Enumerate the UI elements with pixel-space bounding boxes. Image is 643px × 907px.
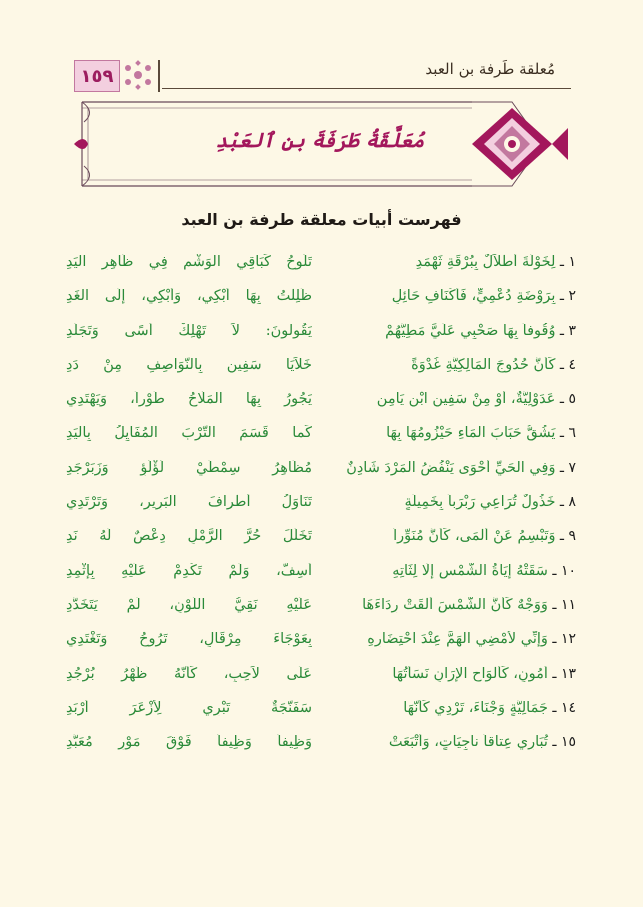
- verse-number: ٢: [568, 288, 576, 305]
- first-hemistich: [344, 666, 576, 682]
- first-hemistich: [344, 700, 576, 716]
- header-rule: [162, 88, 571, 89]
- first-hemistich: [344, 254, 576, 270]
- verse-row: [66, 389, 576, 423]
- verse-row: [66, 252, 576, 286]
- verse-number-dash: ـ: [555, 254, 569, 270]
- verse-number: ٨: [568, 494, 576, 511]
- second-hemistich: مُظَاهِرُ سِمْطَيْ لُؤْلُؤٍ وَزَبَرْجَدِ: [66, 459, 312, 476]
- verse-number: ٩: [568, 528, 576, 545]
- first-hemistich-text: لِخَوْلَةَ أَطْلاَلٌ بِبُرْقَةِ ثَهْمَدِ: [415, 254, 556, 270]
- verse-number-dash: ـ: [547, 562, 561, 579]
- first-hemistich: [344, 425, 576, 441]
- second-hemistich: أُسِفَّ، وَلَمْ تَكْدِمْ عَلَيْهِ بِإِثْمِدِ: [66, 562, 312, 579]
- page-number-box: [74, 60, 120, 92]
- first-hemistich: [344, 494, 576, 510]
- first-hemistich: [344, 357, 576, 373]
- header-divider: [158, 60, 160, 92]
- header-ornament-icon: [120, 60, 156, 90]
- verse-number-dash: ـ: [555, 425, 569, 442]
- first-hemistich-text: وَوَجْهٌ كَأَنَّ الشَّمْسَ أَلْقَتْ رِدَاءَهَا: [362, 596, 548, 613]
- verse-number-dash: ـ: [547, 631, 561, 648]
- second-hemistich: تَلُوحُ كَبَاقِي الوَشْمِ فِي ظَاهِرِ اليَدِ: [66, 254, 312, 270]
- first-hemistich-text: تُبَارِي عِتاقاً ناجِيَاتٍ، وَأَتْبَعَتْ: [388, 734, 548, 751]
- first-hemistich-text: عَدَوْلِيَّةٌ، أَوْ مِنْ سَفِينِ ابْنِ يَامِنٍ: [376, 391, 556, 408]
- second-hemistich: ظَلِلْتُ بِهَا أَبْكِي، وَأُبْكِي، إِلَى الغَدِ: [66, 288, 312, 305]
- second-hemistich: خَلاَيَا سَفِينٍ بِالنَّوَاصِفِ مِنْ دَدِ: [66, 356, 312, 373]
- first-hemistich-text: خَذُولٌ تُرَاعِي رَبْرَباً بِخَمِيلَةٍ: [404, 494, 556, 511]
- verse-row: [66, 355, 576, 389]
- first-hemistich-text: وَتَبْسِمُ عَنْ أَلْمَى، كَأَنَّ مُنَوِّراً: [393, 528, 556, 545]
- second-hemistich: يَجُورُ بِهَا المَلَّاحُ طَوْراً، وَيَهْتَدِي: [66, 391, 312, 408]
- first-hemistich-text: يَشُقُّ حَبَابَ المَاءِ حَيْزُومُهَا بِهَا: [386, 425, 556, 442]
- verse-row: [66, 629, 576, 663]
- verse-row: [66, 561, 576, 595]
- first-hemistich: [344, 734, 576, 750]
- first-hemistich-text: وَفِي الحَيِّ أَحْوَى يَنْفُضُ المَرْدَ شَادِنٌ: [346, 459, 556, 476]
- verse-number-dash: ـ: [555, 322, 569, 339]
- verse-number: ٥: [568, 391, 576, 408]
- verse-row: [66, 526, 576, 560]
- page-number: ١٥٩: [80, 65, 114, 87]
- first-hemistich: [344, 288, 576, 304]
- verse-number-dash: ـ: [547, 665, 561, 682]
- verse-number: ١٥: [560, 734, 576, 751]
- first-hemistich: [344, 528, 576, 544]
- second-hemistich: سَفَنَّجَةٌ تَبْرِي لِأَزْعَرَ أَرْبَدِ: [66, 699, 312, 716]
- first-hemistich-text: سَقَتْهُ إِيَاةُ الشَّمْسِ إِلَّا لِثَاتِهِ: [392, 562, 548, 579]
- verse-number-dash: ـ: [555, 391, 569, 408]
- verse-number: ١: [568, 254, 576, 270]
- second-hemistich: كَما قَسَمَ التُّرْبَ المُفَايِلُ بِاليَدِ: [66, 425, 312, 442]
- verse-row: [66, 286, 576, 320]
- first-hemistich: [344, 460, 576, 476]
- first-hemistich: [344, 391, 576, 407]
- verse-row: [66, 423, 576, 457]
- first-hemistich-text: أَمُونٍ، كَأَلْوَاحِ الإِرَانِ نَسَأْتُهَا: [392, 665, 548, 682]
- verse-number-dash: ـ: [547, 699, 561, 716]
- verse-number: ١٢: [560, 631, 576, 648]
- poem-title: مُعَلَّقَةُ طَرَفَةَ بنِ ٱلعَبْدِ: [215, 128, 425, 152]
- first-hemistich-text: وَإِنِّي لأُمْضِي الهَمَّ عِنْدَ احْتِضَارِهِ: [367, 631, 548, 648]
- verse-number-dash: ـ: [547, 596, 561, 613]
- running-title: مُعلقة طَرفة بن العبد: [425, 60, 555, 78]
- second-hemistich: عَلَيْهِ نَقِيُّ اللَّوْنِ، لَمْ يَتَخَدَّدِ: [66, 596, 312, 613]
- first-hemistich: [344, 631, 576, 647]
- verse-row: [66, 664, 576, 698]
- second-hemistich: يَقُولونَ: لاَ تَهْلِكْ أَسًى وَتَجَلَّدِ: [66, 322, 312, 339]
- first-hemistich-text: جَمَالِيَّةٍ وَجْنَاءَ، تَرْدِي كَأَنَّهَا: [403, 699, 548, 716]
- first-hemistich: [344, 597, 576, 613]
- second-hemistich: وَظِيفاً وَظِيفاً فَوْقَ مَوْرٍ مُعَبَّدِ: [66, 734, 312, 751]
- verse-number-dash: ـ: [555, 494, 569, 511]
- first-hemistich-text: كَأَنَّ حُدُوجَ المَالِكِيَّةِ غُدْوَةً: [411, 356, 556, 373]
- verse-number: ٣: [568, 322, 576, 339]
- verse-row: [66, 698, 576, 732]
- verse-number-dash: ـ: [555, 459, 569, 476]
- verse-number-dash: ـ: [555, 528, 569, 545]
- verse-number: ١٤: [560, 699, 576, 716]
- verse-number: ٦: [568, 425, 576, 442]
- second-hemistich: عَلَى لاَحِبٍ، كَأَنَّهُ ظَهْرُ بُرْجُدِ: [66, 665, 312, 682]
- first-hemistich: [344, 323, 576, 339]
- verse-number: ١١: [560, 596, 576, 613]
- verse-row: [66, 732, 576, 766]
- verse-row: [66, 595, 576, 629]
- verse-number: ١٣: [560, 665, 576, 682]
- first-hemistich: [344, 563, 576, 579]
- verse-number: ١٠: [560, 562, 576, 579]
- verse-number-dash: ـ: [555, 356, 569, 373]
- second-hemistich: تَخَلَّلَ حُرَّ الرَّمْلِ دِعْصٌ لَهُ نَدِ: [66, 528, 312, 545]
- verse-row: [66, 492, 576, 526]
- verse-number: ٤: [568, 356, 576, 373]
- first-hemistich-text: بِرَوْضَةِ دُعْمِيٍّ، فَأَكْنَافِ حَائِلِ: [391, 288, 556, 305]
- verse-number-dash: ـ: [547, 734, 561, 751]
- verse-number: ٧: [568, 459, 576, 476]
- verse-number-dash: ـ: [555, 288, 569, 305]
- second-hemistich: تَنَاوَلُ أَطْرافَ البَرِيرِ، وَتَرْتَدِي: [66, 494, 312, 511]
- second-hemistich: بِعَوْجَاءَ مِرْقَالٍ، تَرُوحُ وَتَغْتَدِي: [66, 631, 312, 648]
- verse-row: [66, 458, 576, 492]
- section-heading: فهرست أبيات معلقة طرفة بن العبد: [181, 210, 462, 229]
- first-hemistich-text: وُقُوفاً بِهَا صَحْبِي عَلَيَّ مَطِيَّهُمْ: [385, 322, 556, 339]
- verse-list: [66, 252, 576, 766]
- verse-row: [66, 321, 576, 355]
